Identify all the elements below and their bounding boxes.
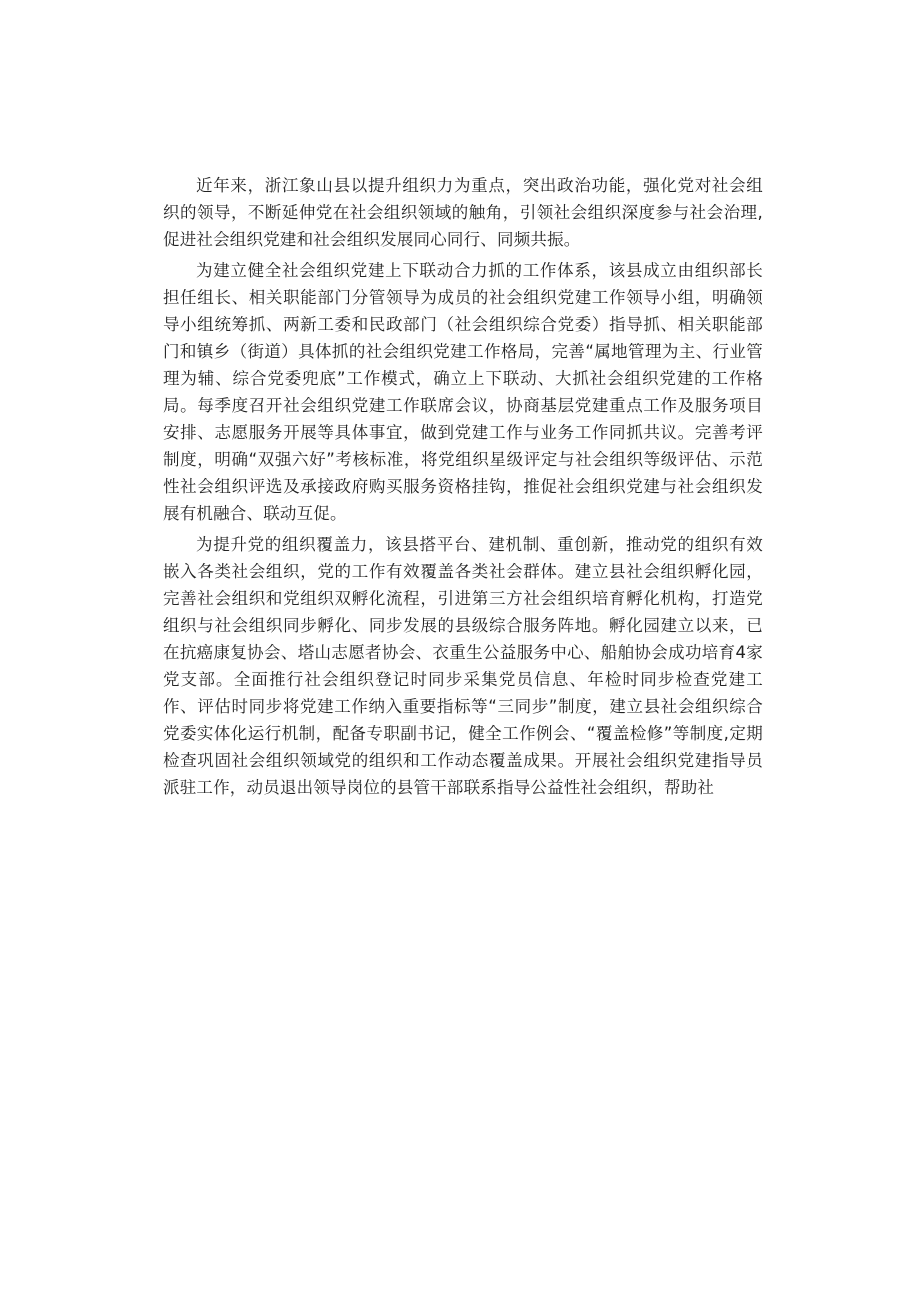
paragraph-organization-coverage: 为提升党的组织覆盖力，该县搭平台、建机制、重创新，推动党的组织有效嵌入各类社会组织，党的工作有效覆盖各类社会群体。建立县社会组织孵化园，完善社会组织和党组织双孵化流程，引进第三方社会组织培育孵化机构，打造党组织与社会组织同步孵化、同步发展的县级综合服务阵地。孵化园建立以来，已在抗癌康复协会、塔山志愿者协会、衣重生公益服务中心、船舶协会成功培育4家党支部。全面推行社会组织登记时同步采集党员信息、年检时同步检查党建工作、评估时同步将党建工作纳入重要指标等“三同步”制度，建立县社会组织综合党委实体化运行机制，配备专职副书记，健全工作例会、“覆盖检修”等制度,定期检查巩固社会组织领域党的组织和工作动态覆盖成果。开展社会组织党建指导员派驻工作，动员退出领导岗位的县管干部联系指导公益性社会组织，帮助社 xyxy=(163,535,763,797)
paragraph-leadership-system: 为建立健全社会组织党建上下联动合力抓的工作体系，该县成立由组织部长担任组长、相关职能部门分管领导为成员的社会组织党建工作领导小组，明确领导小组统筹抓、两新工委和民政部门（社会组织综合党委）指导抓、相关职能部门和镇乡（街道）具体抓的社会组织党建工作格局，完善“属地管理为主、行业管理为辅、综合党委兜底”工作模式，确立上下联动、大抓社会组织党建的工作格局。每季度召开社会组织党建工作联席会议，协商基层党建重点工作及服务项目安排、志愿服务开展等具体事宜，做到党建工作与业务工作同抓共议。完善考评制度，明确“双强六好”考核标准，将党组织星级评定与社会组织等级评估、示范性社会组织评选及承接政府购买服务资格挂钩，推促社会组织党建与社会组织发展有机融合、联动互促。 xyxy=(163,261,763,523)
paragraph-intro: 近年来，浙江象山县以提升组织力为重点，突出政治功能，强化党对社会组织的领导，不断延伸党在社会组织领域的触角，引领社会组织深度参与社会治理,促进社会组织党建和社会组织发展同心同行、同频共振。 xyxy=(163,176,763,249)
document-body xyxy=(163,172,763,805)
